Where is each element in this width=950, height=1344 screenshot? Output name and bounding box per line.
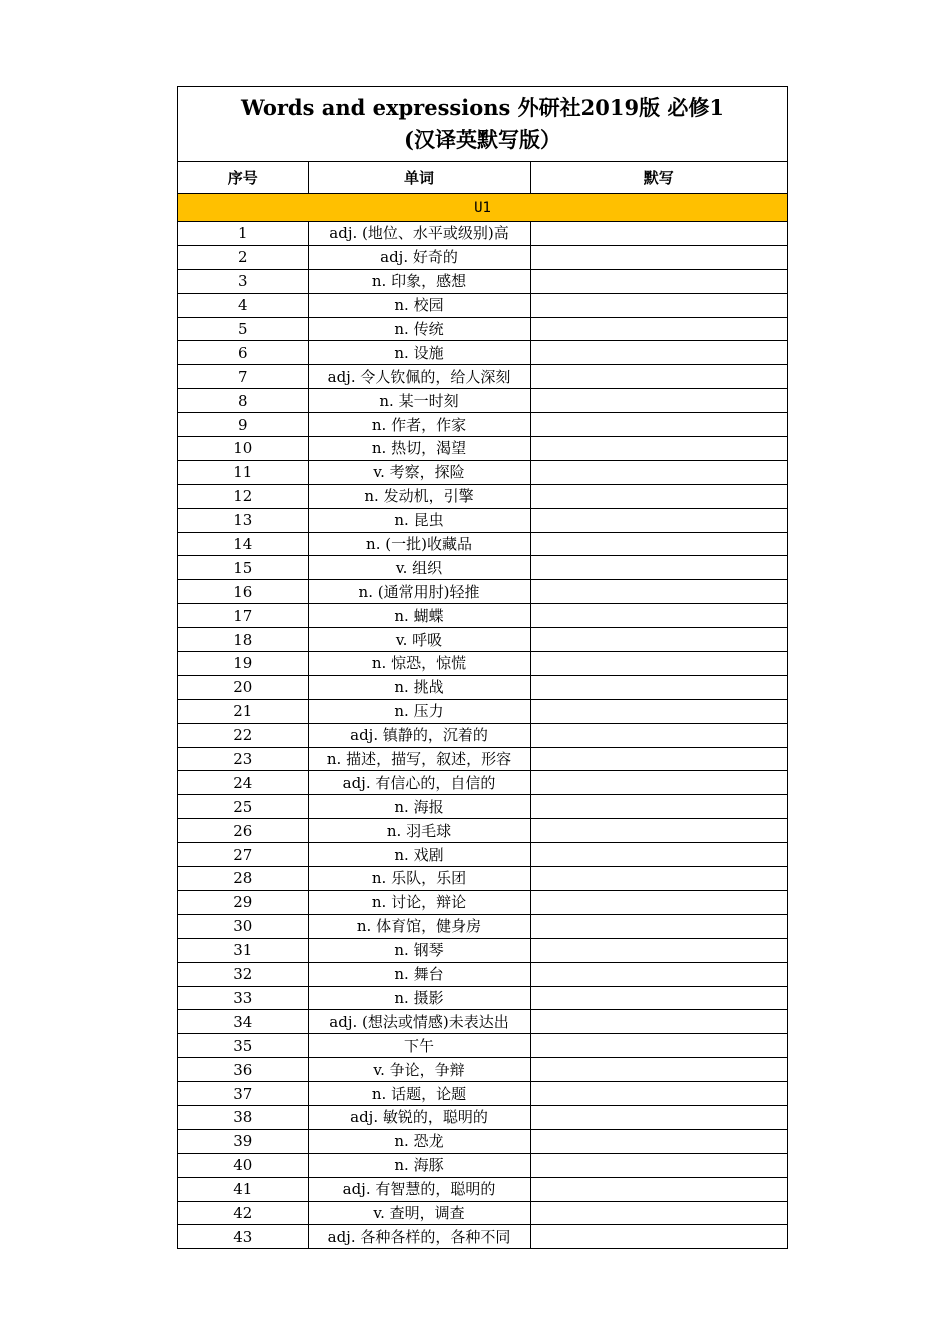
table-row (178, 317, 787, 341)
row-dictation-blank[interactable] (530, 556, 787, 580)
table-row (178, 580, 787, 604)
row-index: 40 (178, 1153, 308, 1177)
row-chinese-meaning: n. 乐队，乐团 (308, 867, 530, 891)
row-dictation-blank[interactable] (530, 723, 787, 747)
row-dictation-blank[interactable] (530, 484, 787, 508)
row-index: 35 (178, 1034, 308, 1058)
table-row (178, 508, 787, 532)
row-index: 10 (178, 437, 308, 461)
row-dictation-blank[interactable] (530, 604, 787, 628)
row-dictation-blank[interactable] (530, 867, 787, 891)
row-chinese-meaning: adj. 敏锐的，聪明的 (308, 1105, 530, 1129)
row-chinese-meaning: n. 舞台 (308, 962, 530, 986)
row-dictation-blank[interactable] (530, 1153, 787, 1177)
row-chinese-meaning: n. 戏剧 (308, 843, 530, 867)
row-index: 25 (178, 795, 308, 819)
row-dictation-blank[interactable] (530, 843, 787, 867)
table-row (178, 460, 787, 484)
table-row (178, 628, 787, 652)
row-dictation-blank[interactable] (530, 413, 787, 437)
row-index: 20 (178, 675, 308, 699)
table-row (178, 1153, 787, 1177)
row-dictation-blank[interactable] (530, 628, 787, 652)
row-index: 21 (178, 699, 308, 723)
row-chinese-meaning: v. 呼吸 (308, 628, 530, 652)
row-dictation-blank[interactable] (530, 1177, 787, 1201)
table-row (178, 795, 787, 819)
table-row (178, 365, 787, 389)
row-dictation-blank[interactable] (530, 317, 787, 341)
row-dictation-blank[interactable] (530, 365, 787, 389)
table-row (178, 771, 787, 795)
row-index: 22 (178, 723, 308, 747)
table-row (178, 1105, 787, 1129)
row-chinese-meaning: n. 发动机，引擎 (308, 484, 530, 508)
table-row (178, 819, 787, 843)
row-chinese-meaning: n. 压力 (308, 699, 530, 723)
table-row (178, 843, 787, 867)
row-chinese-meaning: adj. (地位、水平或级别)高 (308, 222, 530, 246)
row-chinese-meaning: n. 讨论，辩论 (308, 890, 530, 914)
table-row (178, 699, 787, 723)
row-dictation-blank[interactable] (530, 675, 787, 699)
row-chinese-meaning: adj. 镇静的，沉着的 (308, 723, 530, 747)
row-chinese-meaning: n. 蝴蝶 (308, 604, 530, 628)
row-index: 29 (178, 890, 308, 914)
row-index: 34 (178, 1010, 308, 1034)
row-index: 26 (178, 819, 308, 843)
row-index: 43 (178, 1225, 308, 1248)
header-index: 序号 (178, 162, 308, 194)
row-chinese-meaning: n. (一批)收藏品 (308, 532, 530, 556)
table-row (178, 1129, 787, 1153)
row-dictation-blank[interactable] (530, 389, 787, 413)
row-index: 38 (178, 1105, 308, 1129)
row-dictation-blank[interactable] (530, 819, 787, 843)
row-index: 36 (178, 1058, 308, 1082)
row-chinese-meaning: adj. 好奇的 (308, 245, 530, 269)
table-row (178, 293, 787, 317)
row-chinese-meaning: adj. 令人钦佩的，给人深刻 (308, 365, 530, 389)
row-chinese-meaning: n. 昆虫 (308, 508, 530, 532)
row-chinese-meaning: n. 体育馆，健身房 (308, 914, 530, 938)
row-dictation-blank[interactable] (530, 269, 787, 293)
table-row (178, 962, 787, 986)
row-chinese-meaning: n. 作者，作家 (308, 413, 530, 437)
row-index: 12 (178, 484, 308, 508)
row-dictation-blank[interactable] (530, 652, 787, 676)
table-row (178, 1058, 787, 1082)
row-chinese-meaning: v. 查明，调查 (308, 1201, 530, 1225)
row-index: 6 (178, 341, 308, 365)
table-row (178, 890, 787, 914)
table-row (178, 437, 787, 461)
row-index: 11 (178, 460, 308, 484)
header-row (178, 162, 787, 194)
row-dictation-blank[interactable] (530, 532, 787, 556)
row-dictation-blank[interactable] (530, 938, 787, 962)
table-row (178, 532, 787, 556)
table-row (178, 389, 787, 413)
row-index: 32 (178, 962, 308, 986)
row-dictation-blank[interactable] (530, 437, 787, 461)
row-dictation-blank[interactable] (530, 1058, 787, 1082)
worksheet (177, 86, 788, 1249)
row-chinese-meaning: n. 描述，描写，叙述，形容 (308, 747, 530, 771)
row-dictation-blank[interactable] (530, 771, 787, 795)
table-row (178, 986, 787, 1010)
row-dictation-blank[interactable] (530, 222, 787, 246)
row-index: 1 (178, 222, 308, 246)
table-row (178, 1201, 787, 1225)
row-index: 27 (178, 843, 308, 867)
table-row (178, 413, 787, 437)
row-chinese-meaning: n. 惊恐，惊慌 (308, 652, 530, 676)
row-index: 18 (178, 628, 308, 652)
row-chinese-meaning: adj. 有信心的，自信的 (308, 771, 530, 795)
row-index: 23 (178, 747, 308, 771)
title-line-2: (汉译英默写版） (404, 127, 561, 152)
row-chinese-meaning: v. 争论，争辩 (308, 1058, 530, 1082)
row-chinese-meaning: adj. (想法或情感)未表达出 (308, 1010, 530, 1034)
row-chinese-meaning: v. 考察，探险 (308, 460, 530, 484)
row-index: 9 (178, 413, 308, 437)
row-chinese-meaning: n. 传统 (308, 317, 530, 341)
row-index: 3 (178, 269, 308, 293)
table-row (178, 747, 787, 771)
row-dictation-blank[interactable] (530, 508, 787, 532)
row-index: 14 (178, 532, 308, 556)
table-row (178, 1034, 787, 1058)
row-dictation-blank[interactable] (530, 1129, 787, 1153)
row-dictation-blank[interactable] (530, 460, 787, 484)
row-dictation-blank[interactable] (530, 986, 787, 1010)
row-chinese-meaning: n. 挑战 (308, 675, 530, 699)
table-row (178, 604, 787, 628)
table-row (178, 652, 787, 676)
row-index: 15 (178, 556, 308, 580)
row-index: 13 (178, 508, 308, 532)
row-index: 7 (178, 365, 308, 389)
row-chinese-meaning: n. 恐龙 (308, 1129, 530, 1153)
row-dictation-blank[interactable] (530, 890, 787, 914)
table-row (178, 556, 787, 580)
row-index: 28 (178, 867, 308, 891)
row-dictation-blank[interactable] (530, 962, 787, 986)
row-chinese-meaning: n. 话题，论题 (308, 1082, 530, 1106)
row-index: 31 (178, 938, 308, 962)
header-word: 单词 (308, 162, 530, 194)
row-dictation-blank[interactable] (530, 1201, 787, 1225)
table-row (178, 1225, 787, 1248)
row-chinese-meaning: n. 热切，渴望 (308, 437, 530, 461)
row-dictation-blank[interactable] (530, 293, 787, 317)
row-chinese-meaning: n. 印象，感想 (308, 269, 530, 293)
table-row (178, 341, 787, 365)
table-row (178, 914, 787, 938)
row-dictation-blank[interactable] (530, 341, 787, 365)
table-row (178, 675, 787, 699)
row-dictation-blank[interactable] (530, 245, 787, 269)
table-row (178, 245, 787, 269)
row-chinese-meaning: n. 海豚 (308, 1153, 530, 1177)
row-chinese-meaning: n. 摄影 (308, 986, 530, 1010)
row-dictation-blank[interactable] (530, 580, 787, 604)
row-index: 2 (178, 245, 308, 269)
table-row (178, 1082, 787, 1106)
table-row (178, 723, 787, 747)
row-index: 19 (178, 652, 308, 676)
title-line-1: Words and expressions 外研社2019版 必修1 (240, 95, 725, 120)
table-row (178, 269, 787, 293)
header-dictation: 默写 (530, 162, 787, 194)
row-index: 42 (178, 1201, 308, 1225)
row-index: 37 (178, 1082, 308, 1106)
row-index: 16 (178, 580, 308, 604)
row-dictation-blank[interactable] (530, 1082, 787, 1106)
row-index: 5 (178, 317, 308, 341)
row-chinese-meaning: n. 设施 (308, 341, 530, 365)
table-row (178, 1177, 787, 1201)
row-chinese-meaning: 下午 (308, 1034, 530, 1058)
row-dictation-blank[interactable] (530, 795, 787, 819)
row-chinese-meaning: n. 某一时刻 (308, 389, 530, 413)
row-chinese-meaning: n. (通常用肘)轻推 (308, 580, 530, 604)
row-dictation-blank[interactable] (530, 1105, 787, 1129)
row-chinese-meaning: n. 校园 (308, 293, 530, 317)
row-index: 8 (178, 389, 308, 413)
row-chinese-meaning: n. 海报 (308, 795, 530, 819)
row-index: 4 (178, 293, 308, 317)
table-row (178, 938, 787, 962)
row-chinese-meaning: adj. 有智慧的，聪明的 (308, 1177, 530, 1201)
row-index: 41 (178, 1177, 308, 1201)
unit-row (178, 194, 787, 222)
row-dictation-blank[interactable] (530, 1010, 787, 1034)
table-row (178, 1010, 787, 1034)
row-chinese-meaning: adj. 各种各样的，各种不同 (308, 1225, 530, 1248)
row-dictation-blank[interactable] (530, 1034, 787, 1058)
worksheet-title (178, 87, 787, 162)
table-row (178, 867, 787, 891)
row-dictation-blank[interactable] (530, 914, 787, 938)
row-index: 24 (178, 771, 308, 795)
table-row (178, 222, 787, 246)
row-chinese-meaning: v. 组织 (308, 556, 530, 580)
table-row (178, 484, 787, 508)
row-index: 17 (178, 604, 308, 628)
row-dictation-blank[interactable] (530, 1225, 787, 1248)
row-chinese-meaning: n. 羽毛球 (308, 819, 530, 843)
vocabulary-table (178, 162, 787, 1248)
row-index: 39 (178, 1129, 308, 1153)
row-index: 30 (178, 914, 308, 938)
row-dictation-blank[interactable] (530, 747, 787, 771)
row-dictation-blank[interactable] (530, 699, 787, 723)
row-index: 33 (178, 986, 308, 1010)
unit-label: U1 (178, 194, 787, 222)
row-chinese-meaning: n. 钢琴 (308, 938, 530, 962)
